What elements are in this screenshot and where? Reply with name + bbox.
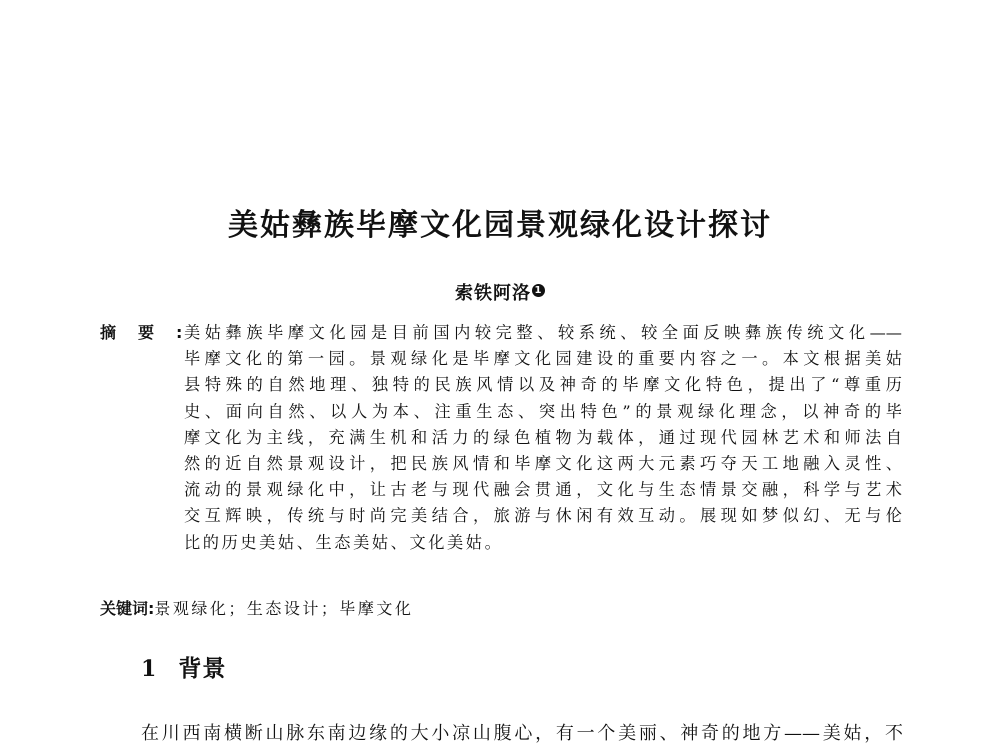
abstract-line: 县特殊的自然地理、独特的民族风情以及神奇的毕摩文化特色，提出了“尊重历	[184, 375, 902, 395]
abstract-line: 然的近自然景观设计，把民族风情和毕摩文化这两大元素巧夺天工地融入灵性、	[184, 453, 902, 473]
section-title: 背景	[178, 656, 227, 682]
author-line	[0, 281, 1000, 307]
section-heading	[141, 652, 226, 688]
section-number: 1	[141, 656, 157, 682]
abstract-text	[184, 320, 902, 556]
body-paragraph-line: 在川西南横断山脉东南边缘的大小凉山腹心，有一个美丽、神奇的地方——美姑，不	[141, 723, 903, 744]
keywords-line	[100, 596, 413, 622]
abstract-label-colon: :	[176, 323, 183, 342]
keywords-label: 关键词:	[100, 599, 155, 618]
abstract-label	[100, 320, 182, 346]
abstract-line: 流动的景观绿化中，让古老与现代融会贯通，文化与生态情景交融，科学与艺术	[184, 480, 902, 500]
abstract-line: 美姑彝族毕摩文化园是目前国内较完整、较系统、较全面反映彝族传统文化——	[184, 323, 902, 342]
paper-title: 美姑彝族毕摩文化园景观绿化设计探讨	[228, 208, 772, 243]
abstract-label-text: 摘要	[100, 323, 177, 342]
abstract-line: 毕摩文化的第一园。景观绿化是毕摩文化园建设的重要内容之一。本文根据美姑	[184, 349, 902, 369]
keywords-text: 景观绿化；生态设计；毕摩文化	[154, 599, 414, 618]
author-footnote-mark[interactable]: 1	[532, 284, 545, 297]
abstract-line: 摩文化为主线，充满生机和活力的绿色植物为载体，通过现代园林艺术和师法自	[184, 427, 902, 447]
abstract-line: 史、面向自然、以人为本、注重生态、突出特色”的景观绿化理念，以神奇的毕	[184, 401, 902, 421]
abstract-line: 交互辉映，传统与时尚完美结合，旅游与休闲有效互动。展现如梦似幻、无与伦	[184, 506, 902, 526]
author-name: 索铁阿洛	[455, 283, 531, 304]
abstract-line: 比的历史美姑、生态美姑、文化美姑。	[184, 532, 504, 552]
